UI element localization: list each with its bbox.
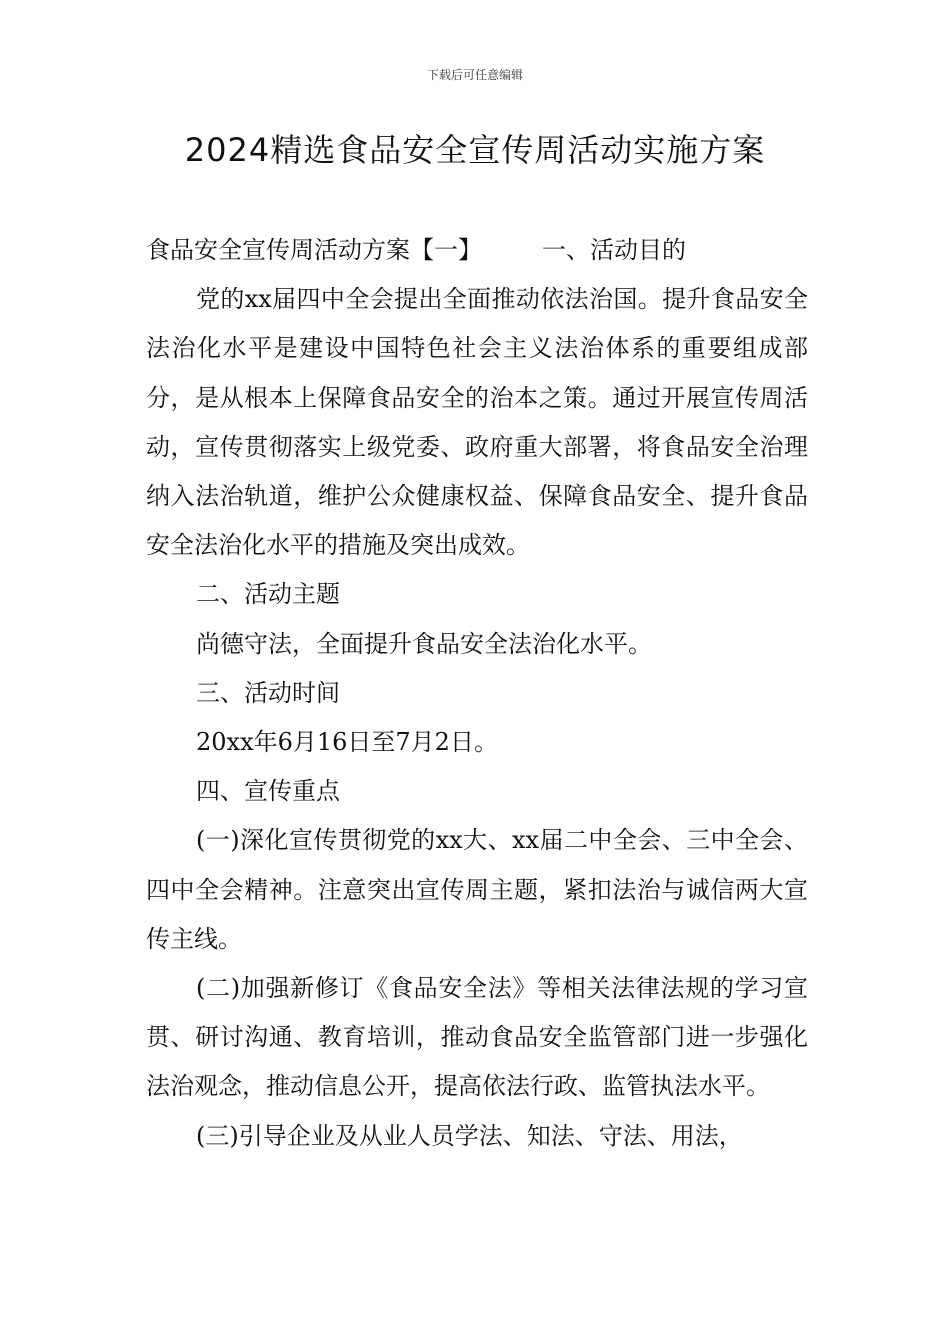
intro-line [146, 226, 808, 275]
section-heading-plan: 食品安全宣传周活动方案【一】 [146, 236, 482, 264]
section-heading-theme: 二、活动主题 [196, 580, 340, 609]
section-heading-purpose: 一、活动目的 [542, 236, 686, 264]
paragraph-theme: 尚德守法，全面提升食品安全法治化水平。 [196, 629, 652, 658]
paragraph-focus-3: (三)引导企业及从业人员学法、知法、守法、用法， [196, 1121, 743, 1150]
header-note: 下载后可任意编辑 [426, 68, 523, 82]
document-body [146, 226, 808, 1161]
paragraph-focus-2: (二)加强新修订《食品安全法》等相关法律法规的学习宣贯、研讨沟通、教育培训，推动食品安全监管部门进一步强化法治观念，推动信息公开，提高依法行政、监管执法水平。 [146, 974, 808, 1101]
paragraph-purpose: 党的xx届四中全会提出全面推动依法治国。提升食品安全法治化水平是建设中国特色社会主义法治体系的重要组成部分，是从根本上保障食品安全的治本之策。通过开展宣传周活动，宣传贯彻落实上级党委、政府重大部署，将食品安全治理纳入法治轨道，维护公众健康权益、保障食品安全、提升食品安全法治化水平的措施及突出成效。 [146, 285, 808, 560]
section-heading-focus: 四、宣传重点 [196, 777, 340, 806]
section-heading-time: 三、活动时间 [196, 678, 340, 707]
paragraph-focus-1: (一)深化宣传贯彻党的xx大、xx届二中全会、三中全会、四中全会精神。注意突出宣传周主题，紧扣法治与诚信两大宣传主线。 [146, 826, 808, 953]
paragraph-time: 20xx年6月16日至7月2日。 [196, 728, 498, 757]
document-title: 2024精选食品安全宣传周活动实施方案 [184, 131, 766, 169]
